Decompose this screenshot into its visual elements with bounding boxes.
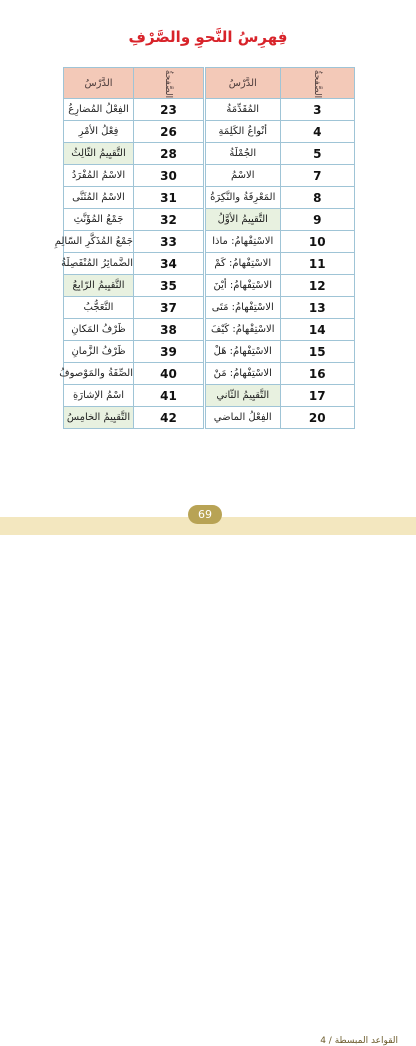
page-number-cell: 15: [280, 341, 355, 363]
table-row: [64, 275, 204, 297]
page-number-cell: 16: [280, 363, 355, 385]
page-number-cell: 11: [280, 253, 355, 275]
page-number-cell: 12: [280, 275, 355, 297]
page-number-cell: 9: [280, 209, 355, 231]
lesson-name-cell: الاسْمُ المُفْرَدُ: [64, 165, 134, 187]
table-row: [206, 187, 355, 209]
page-number-cell: 28: [134, 143, 204, 165]
page-number-cell: 41: [134, 385, 204, 407]
lesson-name-cell: الاسْتِفْهامُ: أيْنَ: [206, 275, 281, 297]
page-number-cell: 17: [280, 385, 355, 407]
table-row: [64, 319, 204, 341]
table-row: [206, 275, 355, 297]
page-title: فِهرِسُ النَّحوِ والصَّرْفِ: [128, 28, 288, 46]
table-row: [64, 253, 204, 275]
lesson-name-cell: التَّقيِيمُ الرّابِعُ: [64, 275, 134, 297]
lesson-name-cell: الاسْمُ: [206, 165, 281, 187]
lesson-name-cell: التَّقيِيمُ الخامِسُ: [64, 407, 134, 429]
table-row: [64, 165, 204, 187]
table-row: [206, 407, 355, 429]
table-row: [64, 187, 204, 209]
page-number-cell: 20: [280, 407, 355, 429]
lesson-name-cell: الفِعْلُ المُضارِعُ: [64, 99, 134, 121]
page-number-cell: 4: [280, 121, 355, 143]
index-table-left: [54, 67, 204, 429]
table-row: [64, 363, 204, 385]
page-number-badge: 69: [188, 505, 222, 524]
lesson-column-header: الدَّرْسُ: [64, 68, 134, 99]
table-row: [64, 341, 204, 363]
lesson-name-cell: الاسْمُ المُثَنَّى: [64, 187, 134, 209]
lesson-name-cell: المُقَدِّمَةُ: [206, 99, 281, 121]
lesson-name-cell: الاسْتِفْهامُ: مَتَى: [206, 297, 281, 319]
page-number-cell: 42: [134, 407, 204, 429]
page-number-cell: 14: [280, 319, 355, 341]
page-number-cell: 3: [280, 99, 355, 121]
table-header-row: [64, 68, 204, 99]
table-row: [206, 143, 355, 165]
lesson-name-cell: الاسْتِفْهامُ: كَمْ: [206, 253, 281, 275]
table-row: [64, 385, 204, 407]
page-number-cell: 23: [134, 99, 204, 121]
page-number-cell: 35: [134, 275, 204, 297]
lesson-name-cell: الاسْتِفْهامُ: هَلْ: [206, 341, 281, 363]
book-name: القواعد المبسطة / 4: [320, 1036, 398, 1046]
table-row: [206, 363, 355, 385]
lesson-name-cell: أنْواعُ الكَلِمَةِ: [206, 121, 281, 143]
page-number-cell: 39: [134, 341, 204, 363]
lesson-name-cell: الاسْتِفْهامُ: مَنْ: [206, 363, 281, 385]
lesson-name-cell: الفِعْلُ الماضي: [206, 407, 281, 429]
lesson-name-cell: المَعْرِفَةُ والنَّكِرَةُ: [206, 187, 281, 209]
table-row: [206, 319, 355, 341]
lesson-name-cell: جَمْعُ المُذَكَّرِ السّالِمِ: [64, 231, 134, 253]
lesson-name-cell: ظَرْفُ الزَّمانِ: [64, 341, 134, 363]
lesson-name-cell: التَّقيِيمُ الأوَّلُ: [206, 209, 281, 231]
table-row: [64, 121, 204, 143]
table-row: [64, 297, 204, 319]
page-number-cell: 13: [280, 297, 355, 319]
table-row: [206, 341, 355, 363]
page-number-cell: 30: [134, 165, 204, 187]
table-row: [206, 209, 355, 231]
lesson-name-cell: الضَّمائِرُ المُنْفَصِلَةُ: [64, 253, 134, 275]
table-row: [64, 231, 204, 253]
page-number-cell: 32: [134, 209, 204, 231]
page-number-cell: 38: [134, 319, 204, 341]
lesson-name-cell: التَّقيِيمُ الثّاني: [206, 385, 281, 407]
table-header-row: [206, 68, 355, 99]
lesson-name-cell: اسْمُ الإشارَةِ: [64, 385, 134, 407]
page-column-header: الصَّفحةُ: [134, 68, 204, 99]
page-number-cell: 8: [280, 187, 355, 209]
index-table-right: [205, 67, 355, 429]
page-number-cell: 33: [134, 231, 204, 253]
lesson-name-cell: ظَرْفُ المَكانِ: [64, 319, 134, 341]
page-column-header: الصَّفحةُ: [280, 68, 355, 99]
table-row: [64, 209, 204, 231]
table-row: [64, 143, 204, 165]
table-row: [206, 253, 355, 275]
table-row: [206, 165, 355, 187]
table-row: [206, 297, 355, 319]
lesson-name-cell: جَمْعُ المُؤَنَّثِ: [64, 209, 134, 231]
lesson-name-cell: فِعْلُ الأمْرِ: [64, 121, 134, 143]
lesson-name-cell: الاسْتِفْهامُ: كَيْفَ: [206, 319, 281, 341]
page-number-cell: 37: [134, 297, 204, 319]
page-number-cell: 40: [134, 363, 204, 385]
table-row: [206, 99, 355, 121]
table-row: [206, 121, 355, 143]
lesson-name-cell: الصِّفَةُ والمَوْصوفُ: [64, 363, 134, 385]
page-number-cell: 34: [134, 253, 204, 275]
table-row: [64, 407, 204, 429]
lesson-name-cell: الاسْتِفْهامُ: ماذا: [206, 231, 281, 253]
lesson-column-header: الدَّرْسُ: [206, 68, 281, 99]
lesson-name-cell: التَّقيِيمُ الثّالِثُ: [64, 143, 134, 165]
table-row: [206, 231, 355, 253]
lesson-name-cell: الجُمْلَةُ: [206, 143, 281, 165]
lesson-name-cell: التَّعَجُّبُ: [64, 297, 134, 319]
page-number-cell: 7: [280, 165, 355, 187]
table-row: [64, 99, 204, 121]
table-row: [206, 385, 355, 407]
page-number-cell: 5: [280, 143, 355, 165]
page-number-cell: 10: [280, 231, 355, 253]
page-number-cell: 31: [134, 187, 204, 209]
page-number-cell: 26: [134, 121, 204, 143]
